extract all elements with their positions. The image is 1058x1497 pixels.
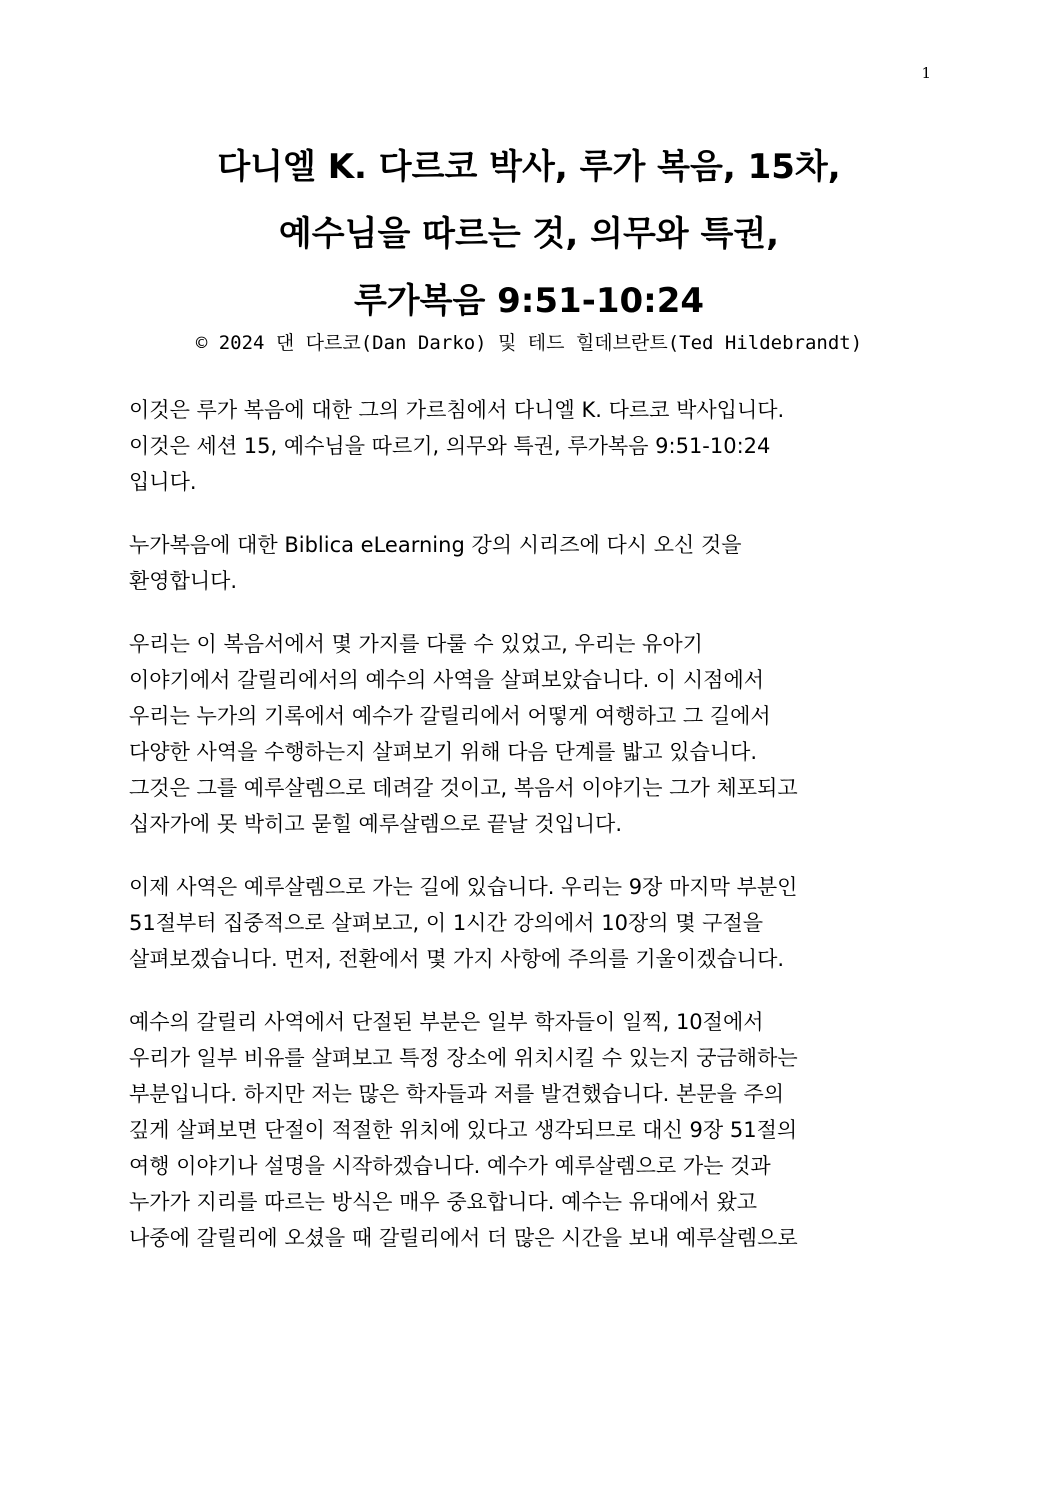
text-line: 깊게 살펴보면 단절이 적절한 위치에 있다고 생각되므로 대신 9장 51절의 (129, 1118, 798, 1142)
text-line: 환영합니다. (129, 569, 238, 593)
text-line: 부분입니다. 하지만 저는 많은 학자들과 저를 발견했습니다. 본문을 주의 (129, 1082, 785, 1106)
text-line: 이것은 루가 복음에 대한 그의 가르침에서 다니엘 K. 다르코 박사입니다. (129, 398, 785, 422)
text-line: 우리가 일부 비유를 살펴보고 특정 장소에 위치시킬 수 있는지 궁금해하는 (129, 1046, 798, 1070)
text-line: 이것은 세션 15, 예수님을 따르기, 의무와 특권, 루가복음 9:51-10:24 (129, 434, 771, 458)
paragraph-overview (129, 626, 929, 842)
paragraph-transition (129, 1004, 929, 1256)
paragraph-intro (129, 392, 929, 500)
title-line: 다니엘 K. 다르코 박사, 루가 복음, 15차, (217, 147, 841, 187)
title-line: 예수님을 따르는 것, 의무와 특권, (278, 214, 780, 254)
text-line: 51절부터 집중적으로 살펴보고, 이 1시간 강의에서 10장의 몇 구절을 (129, 911, 764, 935)
text-line: 우리는 이 복음서에서 몇 가지를 다룰 수 있었고, 우리는 유아기 (129, 632, 703, 656)
copyright-notice: © 2024 댄 다르코(Dan Darko) 및 테드 힐데브란트(Ted Hildebrandt) (195, 332, 863, 354)
text-line: 다양한 사역을 수행하는지 살펴보기 위해 다음 단계를 밟고 있습니다. (129, 740, 758, 764)
text-line: 이야기에서 갈릴리에서의 예수의 사역을 살펴보았습니다. 이 시점에서 (129, 668, 765, 692)
text-line: 누가가 지리를 따르는 방식은 매우 중요합니다. 예수는 유대에서 왔고 (129, 1190, 758, 1214)
text-line: 여행 이야기나 설명을 시작하겠습니다. 예수가 예루살렘으로 가는 것과 (129, 1154, 771, 1178)
text-line: 나중에 갈릴리에 오셨을 때 갈릴리에서 더 많은 시간을 보내 예루살렘으로 (129, 1226, 798, 1250)
text-line: 십자가에 못 박히고 묻힐 예루살렘으로 끝날 것입니다. (129, 812, 623, 836)
page-number: 1 (921, 64, 931, 82)
text-line: 이제 사역은 예루살렘으로 가는 길에 있습니다. 우리는 9장 마지막 부분인 (129, 875, 798, 899)
text-line: 살펴보겠습니다. 먼저, 전환에서 몇 가지 사항에 주의를 기울이겠습니다. (129, 947, 785, 971)
title-line: 루가복음 9:51-10:24 (353, 281, 705, 321)
text-line: 입니다. (129, 470, 197, 494)
document-title (60, 134, 998, 335)
body-text (129, 392, 929, 1283)
text-line: 그것은 그를 예루살렘으로 데려갈 것이고, 복음서 이야기는 그가 체포되고 (129, 776, 798, 800)
paragraph-ministry (129, 869, 929, 977)
text-line: 우리는 누가의 기록에서 예수가 갈릴리에서 어떻게 여행하고 그 길에서 (129, 704, 771, 728)
text-line: 예수의 갈릴리 사역에서 단절된 부분은 일부 학자들이 일찍, 10절에서 (129, 1010, 764, 1034)
paragraph-welcome (129, 527, 929, 599)
text-line: 누가복음에 대한 Biblica eLearning 강의 시리즈에 다시 오신 것을 (129, 533, 742, 557)
